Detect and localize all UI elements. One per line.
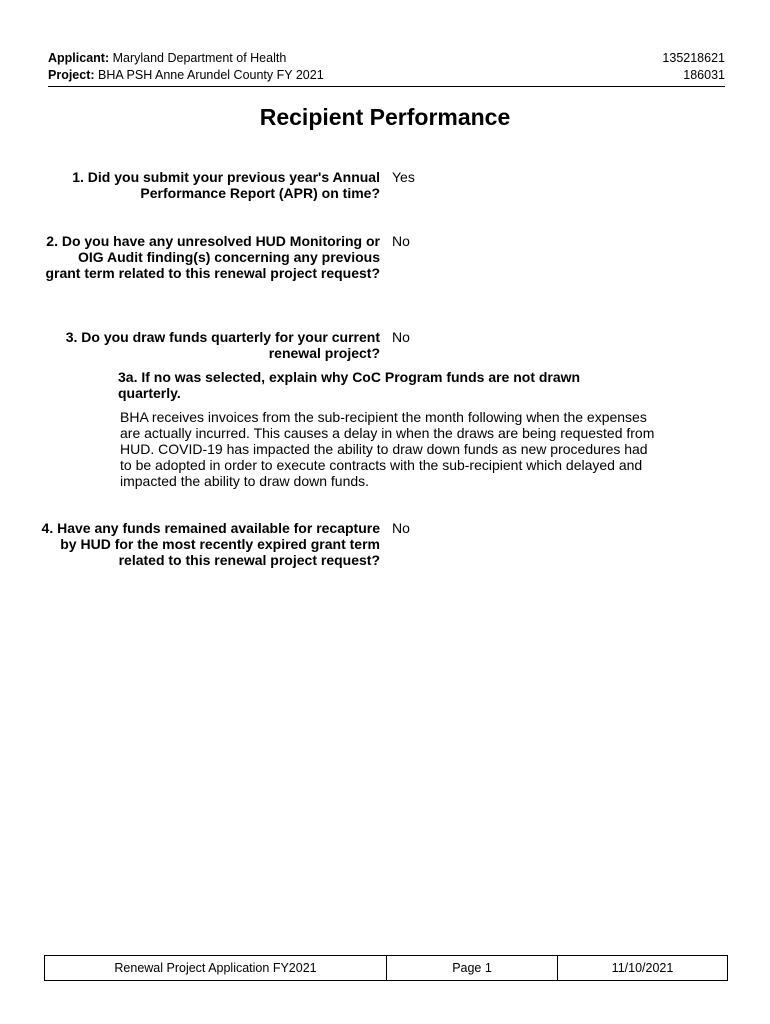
question-2: 2. Do you have any unresolved HUD Monitoring or OIG Audit finding(s) concerning any previous grant term related to this renewal project request? (45, 233, 380, 281)
question-3: 3. Do you draw funds quarterly for your current renewal project? (65, 329, 380, 361)
applicant-label: Applicant: (48, 51, 110, 65)
footer-date: 11/10/2021 (611, 961, 674, 975)
project-row (48, 67, 725, 84)
project-id: 186031 (683, 68, 725, 82)
answer-3: No (392, 329, 410, 345)
footer-application: Renewal Project Application FY2021 (45, 956, 387, 980)
applicant-value: Maryland Department of Health (112, 51, 287, 65)
page-title: Recipient Performance (259, 104, 511, 130)
question-4: 4. Have any funds remained available for recapture by HUD for the most recently expired grant term related to this renewal project request? (41, 520, 380, 568)
footer-page-number: Page 1 (387, 956, 558, 980)
question-3a: 3a. If no was selected, explain why CoC Program funds are not drawn quarterly. (118, 369, 581, 401)
question-1: 1. Did you submit your previous year's Annual Performance Report (APR) on time? (72, 169, 380, 201)
page-footer (44, 955, 728, 981)
answer-1: Yes (392, 169, 415, 185)
applicant-row (48, 50, 725, 67)
project-value: BHA PSH Anne Arundel County FY 2021 (98, 68, 324, 82)
applicant-id: 135218621 (662, 51, 725, 65)
document-header (48, 50, 725, 87)
answer-4: No (392, 520, 410, 536)
project-label: Project: (48, 68, 95, 82)
answer-2: No (392, 233, 410, 249)
answer-3a: BHA receives invoices from the sub-recipient the month following when the expenses are actually incurred. This causes a delay in when the draws are being requested from HUD. COVID-19 has impacted the ability to draw down funds as new procedures had to be adopted in order to execute contracts with the sub-recipient which delayed and impacted the ability to draw down funds. (120, 409, 655, 489)
